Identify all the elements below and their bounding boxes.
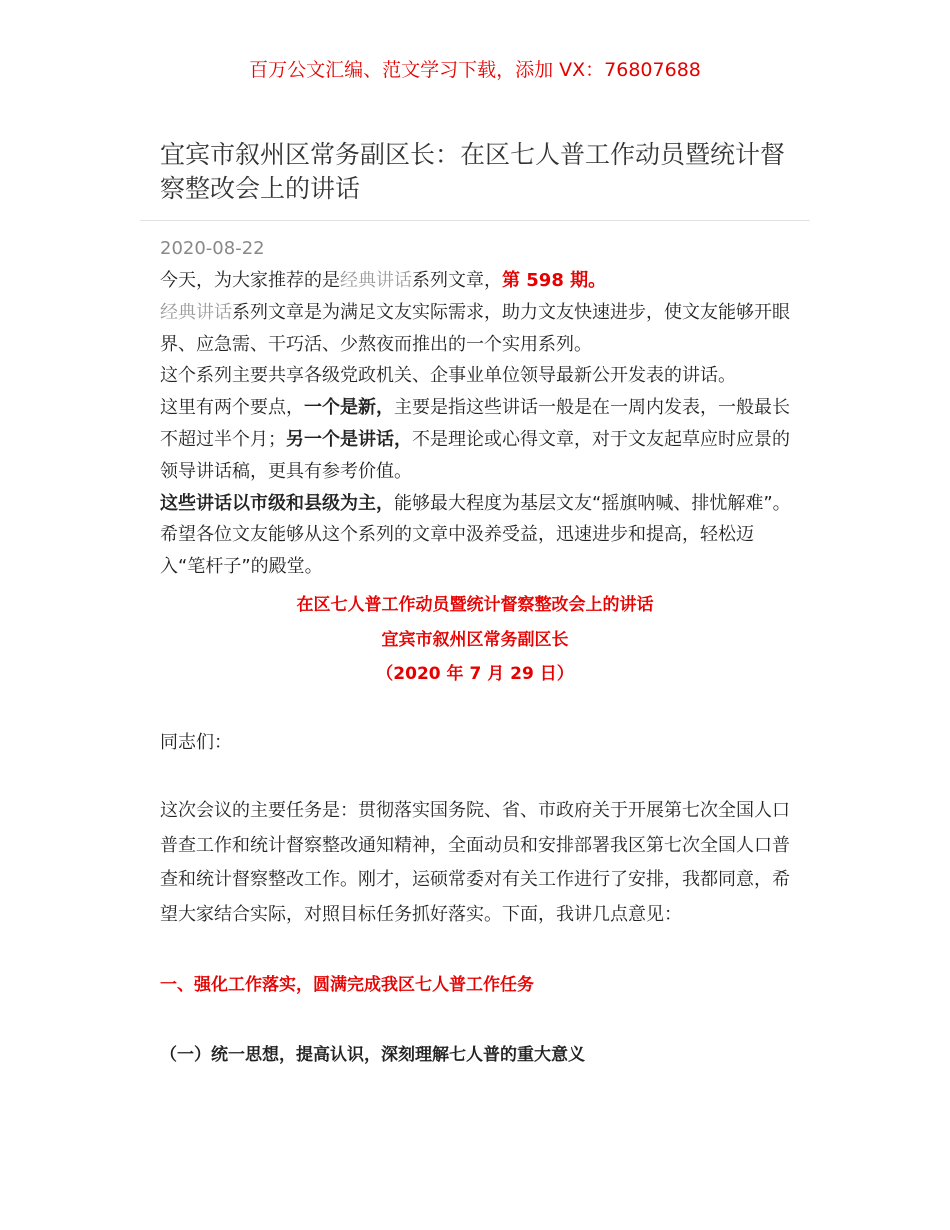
section-heading: 一、强化工作落实，圆满完成我区七人普工作任务 [160,975,534,995]
greeting: 同志们： [160,732,232,753]
text: 系列文章， [412,270,502,291]
text: 能够最大程度为基层文友“摇旗呐喊、排忧解难”。希望各位文友能够从这个系列的文章中汲养受益，迅速进步和提高，轻松迈入“笔杆子”的殿堂。 [160,492,791,578]
publish-date: 2020-08-22 [160,238,265,259]
intro-paragraph [160,265,794,297]
speech-speaker: 宜宾市叙州区常务副区长 [381,630,569,650]
intro-paragraph [160,392,794,487]
emphasis: 这些讲话以市级和县级为主， [160,492,394,514]
body-paragraph: 这次会议的主要任务是：贯彻落实国务院、省、市政府关于开展第七次全国人口普查工作和统计督察整改通知精神，全面动员和安排部署我区第七次全国人口普查和统计督察整改工作。刚才，运硕常委对有关工作进行了安排，我都同意，希望大家结合实际，对照目标任务抓好落实。下面，我讲几点意见： [160,800,790,925]
article-title: 宜宾市叙州区常务副区长：在区七人普工作动员暨统计督察整改会上的讲话 [160,140,786,203]
speech-title: 在区七人普工作动员暨统计督察整改会上的讲话 [296,595,654,615]
text: 主要是指这些讲话一般是在一周内发表，一般最长不超过半个月； [160,397,790,450]
text: 不是理论或心得文章，对于文友起草应时应景的领导讲话稿，更具有参考价值。 [160,428,790,482]
series-name: 经典讲话 [160,301,232,323]
intro-paragraph: 这个系列主要共享各级党政机关、企事业单位领导最新公开发表的讲话。 [160,365,736,387]
text: 系列文章是为满足文友实际需求，助力文友快速进步，使文友能够开眼界、应急需、干巧活、少熬夜而推出的一个实用系列。 [160,301,790,355]
series-name: 经典讲话 [340,270,412,291]
intro-paragraph [160,488,794,583]
title-divider [140,220,810,221]
emphasis: 一个是新， [304,397,394,419]
intro-paragraph [160,297,794,361]
subsection-heading: （一）统一思想，提高认识，深刻理解七人普的重大意义 [160,1045,585,1065]
text: 今天，为大家推荐的是 [160,270,340,291]
text: 这里有两个要点， [160,397,304,419]
emphasis: 另一个是讲话， [286,428,412,450]
series-intro [160,265,794,583]
issue-number: 第 598 期。 [502,270,607,291]
speech-date: （2020 年 7 月 29 日） [376,664,574,684]
promo-banner: 百万公文汇编、范文学习下载，添加 VX：76807688 [249,59,701,81]
